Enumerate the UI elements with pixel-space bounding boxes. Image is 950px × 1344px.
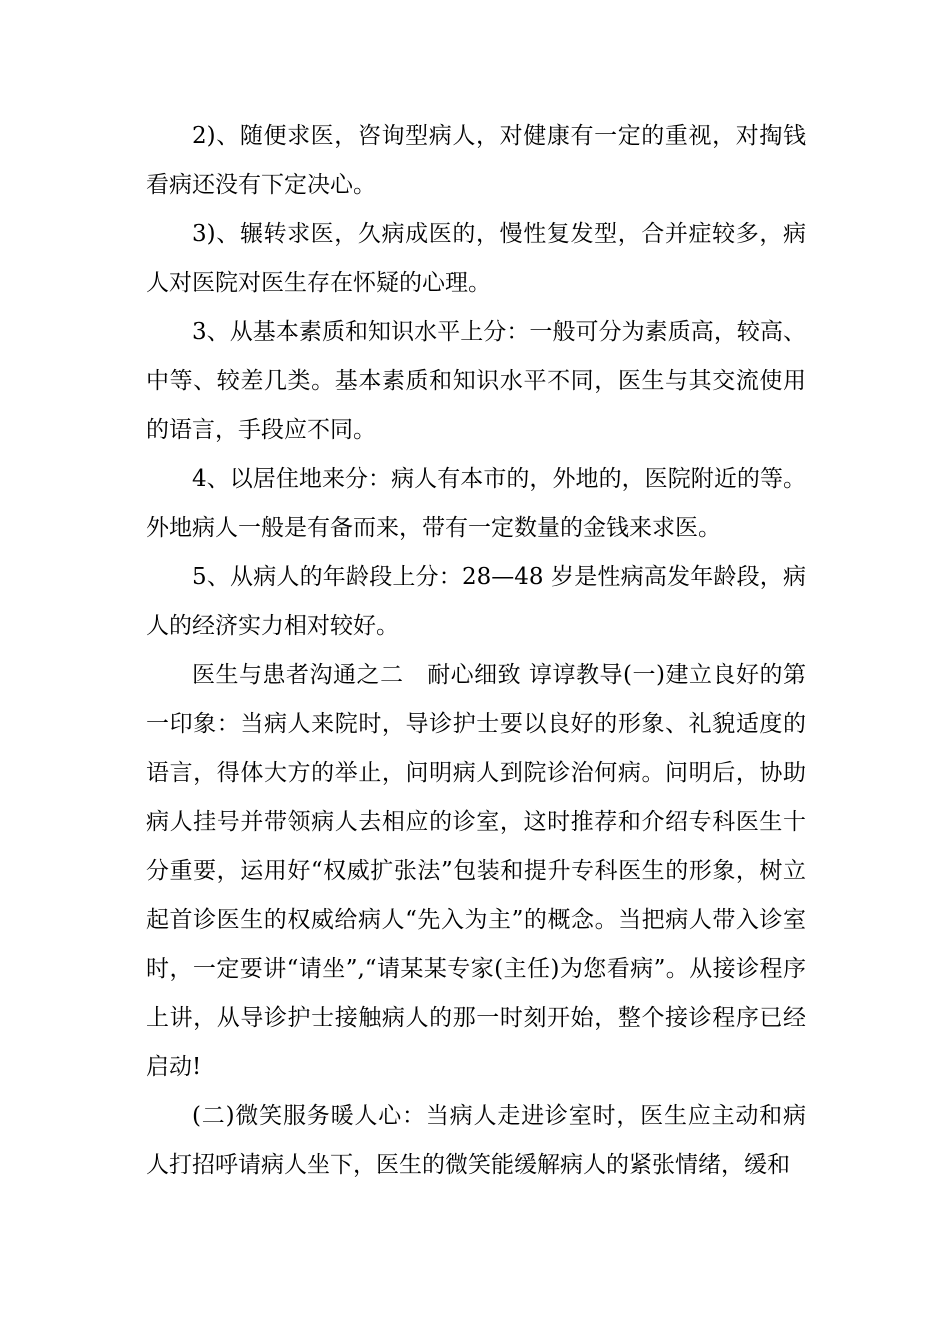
document-body: [146, 112, 806, 1190]
paragraph-education-level: 3、从基本素质和知识水平上分：一般可分为素质高，较高、中等、较差几类。基本素质和知识水平不同，医生与其交流使用的语言，手段应不同。: [146, 319, 806, 443]
paragraph-consult-patient: 2)、随便求医，咨询型病人，对健康有一定的重视，对掏钱看病还没有下定决心。: [146, 123, 806, 198]
paragraph-smile-service: (二)微笑服务暖人心：当病人走进诊室时，医生应主动和病人打招呼请病人坐下，医生的微笑能缓解病人的紧张情绪，缓和: [146, 1103, 806, 1178]
paragraph-chronic-patient: 3)、辗转求医，久病成医的，慢性复发型，合并症较多，病人对医院对医生存在怀疑的心理。: [146, 221, 806, 296]
paragraph-residence: 4、以居住地来分：病人有本市的，外地的，医院附近的等。外地病人一般是有备而来，带有一定数量的金钱来求医。: [146, 466, 806, 541]
paragraph-first-impression: 医生与患者沟通之二 耐心细致 谆谆教导(一)建立良好的第一印象：当病人来院时，导诊护士要以良好的形象、礼貌适度的语言，得体大方的举止，问明病人到院诊治何病。问明后，协助病人挂号并带领病人去相应的诊室，这时推荐和介绍专科医生十分重要，运用好“权威扩张法”包装和提升专科医生的形象，树立起首诊医生的权威给病人“先入为主”的概念。当把病人带入诊室时，一定要讲“请坐”,“请某某专家(主任)为您看病”。从接诊程序上讲，从导诊护士接触病人的那一时刻开始，整个接诊程序已经启动!: [146, 662, 806, 1080]
paragraph-age-group: 5、从病人的年龄段上分：28—48 岁是性病高发年龄段，病人的经济实力相对较好。: [146, 564, 806, 639]
